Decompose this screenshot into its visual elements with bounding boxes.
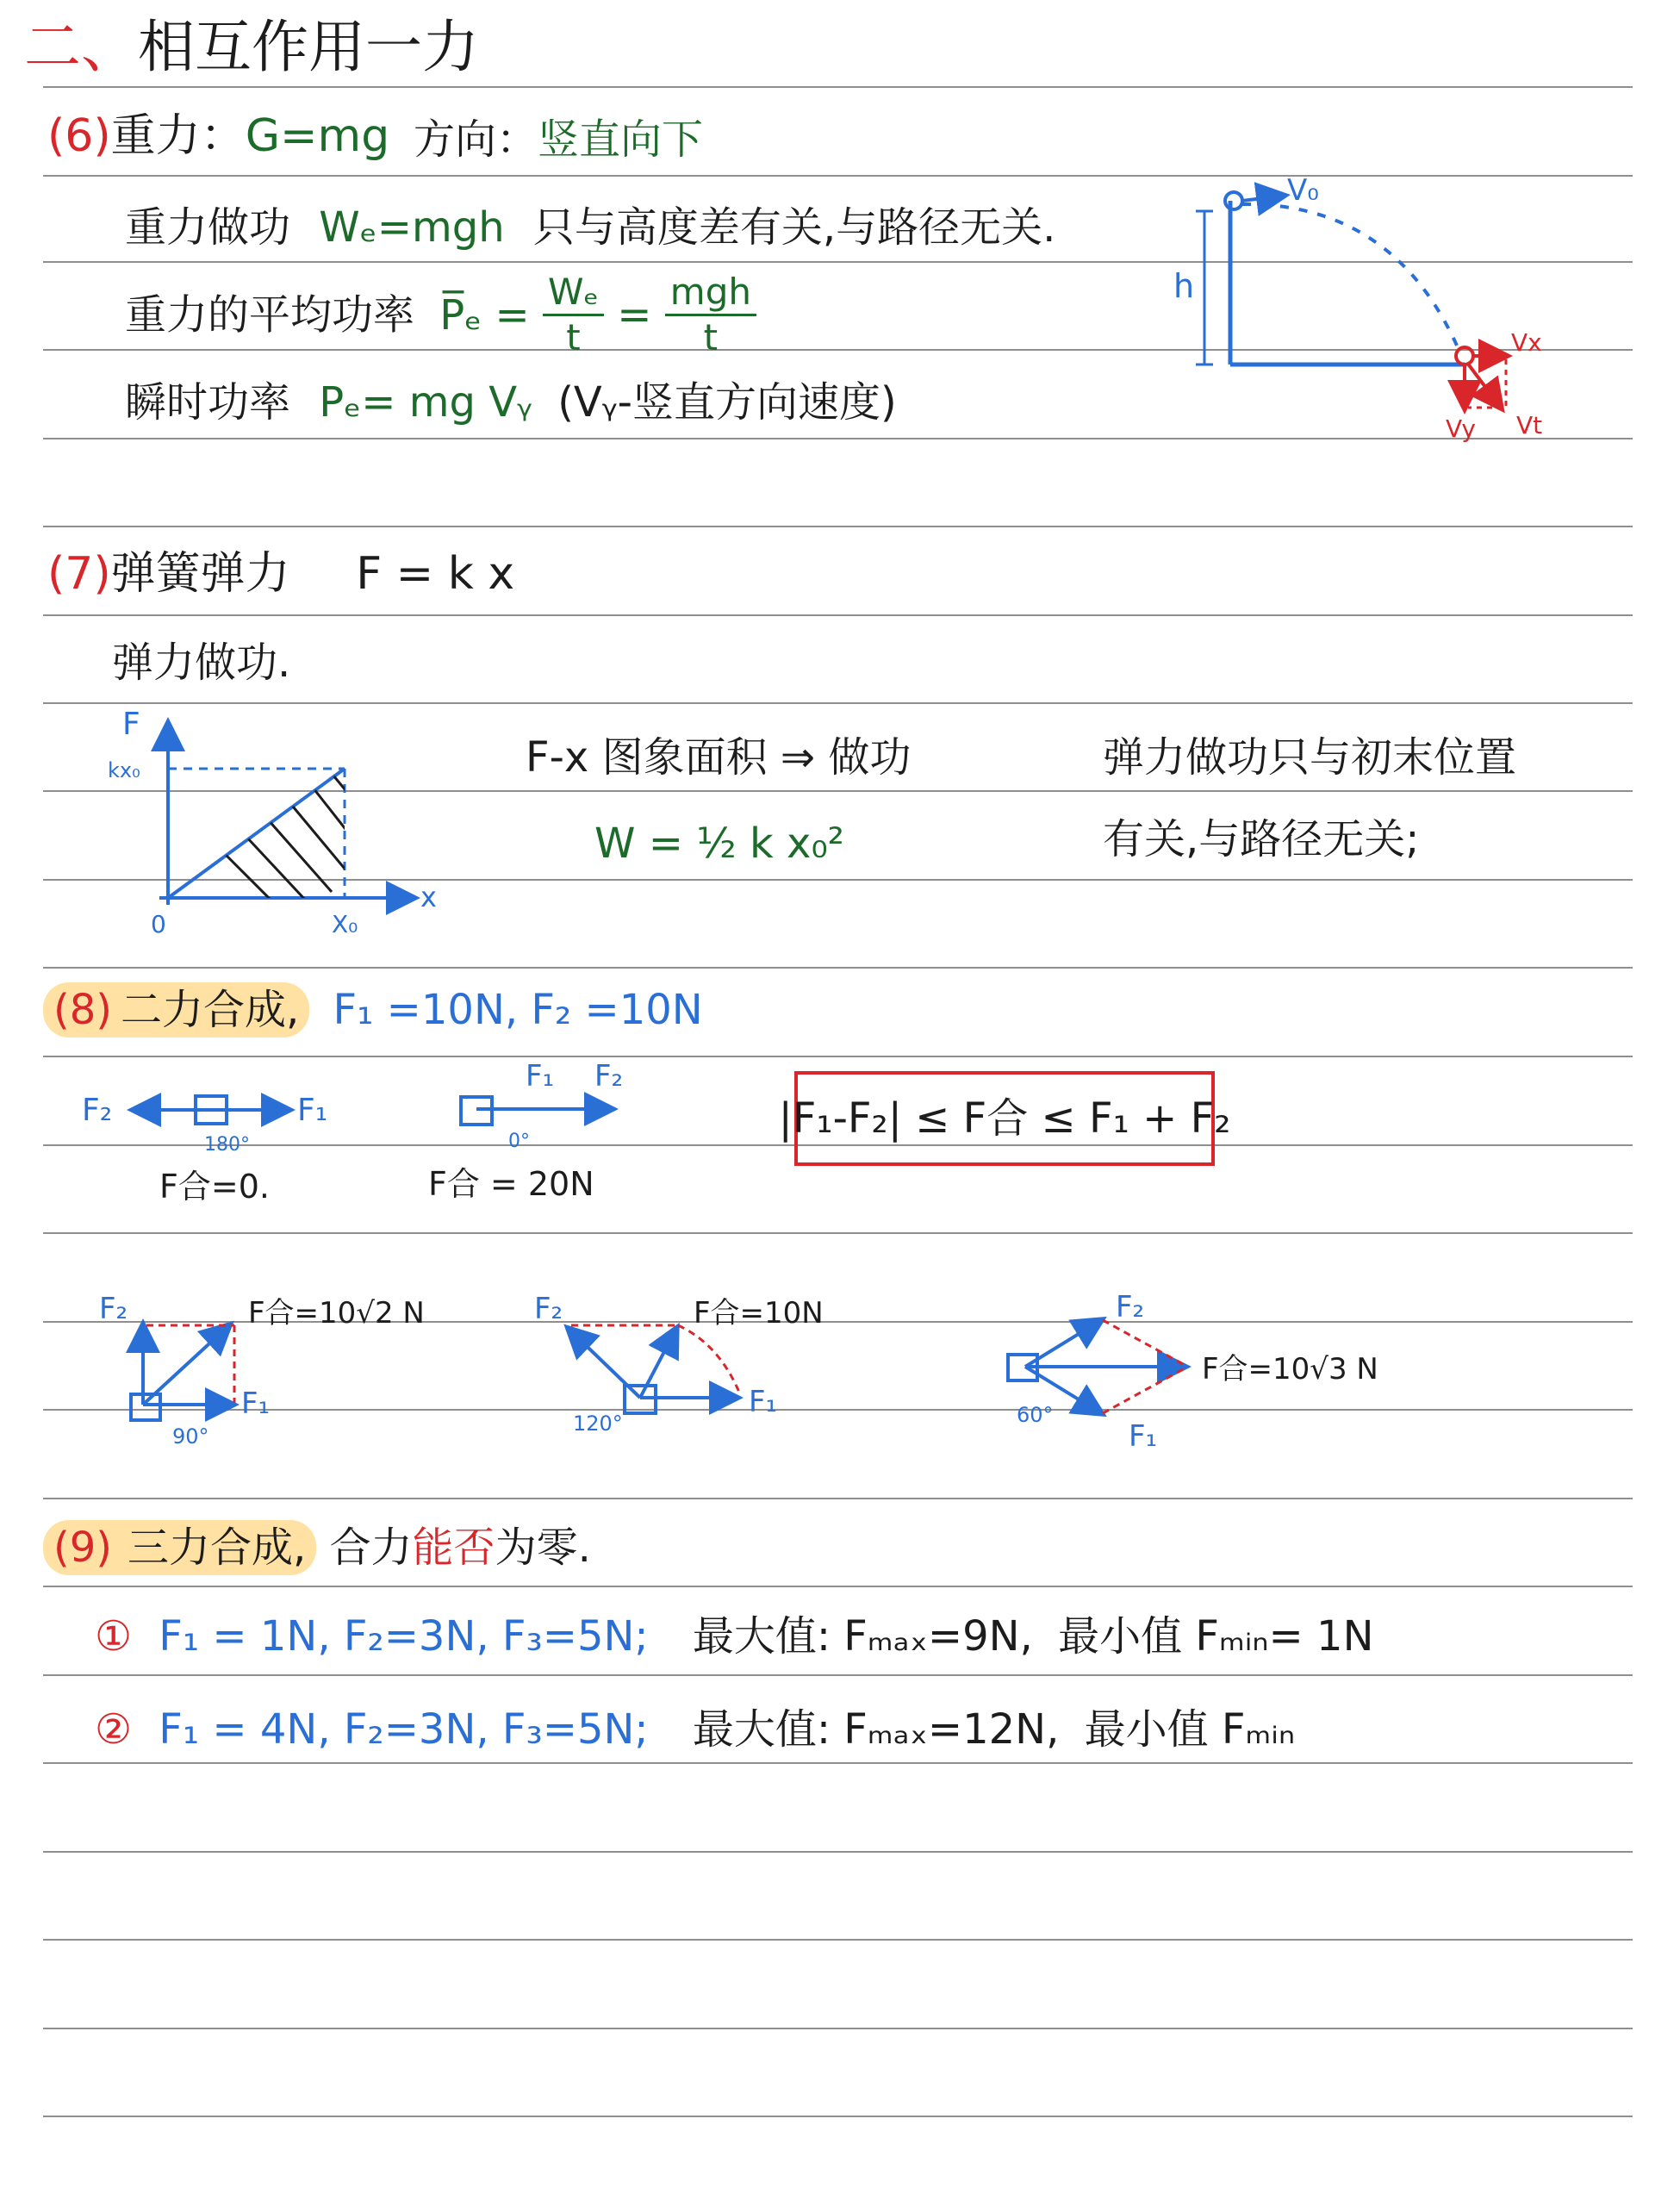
s6-work-note: 只与高度差有关,与路径无关. xyxy=(532,203,1056,252)
s7-note-line2: 有关,与路径无关; xyxy=(1103,815,1420,863)
trajectory xyxy=(1242,204,1460,353)
f-x-graph xyxy=(103,707,482,948)
ruled-line xyxy=(43,86,1633,88)
d4-dash-side xyxy=(678,1325,740,1394)
ruled-line xyxy=(43,702,1633,704)
s7-note-line1: 弹力做功只与初末位置 xyxy=(1103,733,1517,782)
s7-area-text: F-x 图象面积 ⇒ 做功 xyxy=(526,733,912,782)
s9-case2-index: ② xyxy=(95,1705,133,1754)
s7-w-formula: W = ½ k x₀² xyxy=(594,819,844,868)
s6-avg-eq: = xyxy=(617,290,652,340)
graph-kx0-label: kx₀ xyxy=(108,758,140,782)
title-prefix: 二、 xyxy=(24,14,138,80)
d5-f2-arrow xyxy=(1025,1320,1101,1367)
ruled-line xyxy=(43,614,1633,616)
d1-angle: 180° xyxy=(204,1134,250,1156)
ruled-line xyxy=(43,2028,1633,2029)
vt-arrow xyxy=(1467,363,1501,408)
title-text: 相互作用一力 xyxy=(138,14,479,80)
d5-dash-bottom xyxy=(1103,1368,1185,1413)
d1-f2-label: F₂ xyxy=(82,1093,113,1128)
label-vy: Vy xyxy=(1446,414,1476,443)
s6-work-line xyxy=(125,203,1056,252)
diagram-60deg xyxy=(999,1284,1447,1456)
force-line xyxy=(168,769,345,898)
d5-result: F合=10√3 N xyxy=(1202,1352,1378,1387)
d1-result: F合=0. xyxy=(159,1168,270,1206)
s8-heading xyxy=(43,986,703,1034)
d2-angle: 0° xyxy=(508,1131,530,1152)
ball-end xyxy=(1456,347,1473,365)
s9-q2: 能否 xyxy=(412,1524,495,1572)
projectile-diagram xyxy=(1173,168,1551,452)
d4-f2-label: F₂ xyxy=(534,1292,563,1326)
d4-f1-label: F₁ xyxy=(749,1385,778,1419)
s7-work-title: 弹力做功. xyxy=(112,639,291,687)
s9-case1-index: ① xyxy=(95,1612,133,1661)
s7-heading xyxy=(47,548,515,600)
diagram-180deg xyxy=(82,1077,366,1206)
s6-inst-label: 瞬时功率 xyxy=(125,378,291,427)
s9-case2-forces: F₁ = 4N, F₂=3N, F₃=5N; xyxy=(159,1705,649,1754)
s6-label: 重力： xyxy=(110,110,246,162)
s6-dir-label: 方向： xyxy=(414,115,538,164)
s6-direction xyxy=(414,115,704,164)
ruled-line xyxy=(43,2116,1633,2117)
graph-f-label: F xyxy=(122,707,140,742)
d5-f1-label: F₁ xyxy=(1129,1419,1158,1454)
s6-work-label: 重力做功 xyxy=(125,203,291,252)
s9-case1 xyxy=(95,1612,1374,1661)
s6-inst-note: (Vᵧ-竖直方向速度) xyxy=(557,378,897,427)
s6-formula: G=mg xyxy=(245,110,390,162)
graph-x0-label: X₀ xyxy=(332,910,358,938)
d3-f2-label: F₂ xyxy=(99,1292,128,1326)
d3-angle: 90° xyxy=(172,1424,209,1449)
d5-dash-top xyxy=(1103,1320,1185,1365)
d3-f1-label: F₁ xyxy=(241,1387,271,1421)
d2-result: F合 = 20N xyxy=(428,1165,594,1203)
label-h: h xyxy=(1173,267,1195,305)
s9-q1: 合力 xyxy=(329,1524,413,1572)
s6-work-formula: Wₑ=mgh xyxy=(319,203,505,252)
s7-label: 弹簧弹力 xyxy=(110,548,290,600)
s6-avg-label: 重力的平均功率 xyxy=(125,290,415,340)
d4-result: F合=10N xyxy=(694,1296,824,1330)
ruled-line xyxy=(43,1762,1633,1764)
s6-avg-power-line xyxy=(125,271,756,358)
d5-angle: 60° xyxy=(1017,1403,1054,1427)
ruled-line xyxy=(43,1939,1633,1941)
diagram-120deg xyxy=(530,1284,926,1456)
s9-label: 三力合成, xyxy=(128,1524,307,1572)
s6-number: (6) xyxy=(47,110,111,162)
d1-f1-label: F₁ xyxy=(297,1093,328,1128)
d3-resultant-arrow xyxy=(143,1325,229,1405)
label-vx: Vx xyxy=(1511,328,1542,357)
s8-inequality: |F₁-F₂| ≤ F合 ≤ F₁ + F₂ xyxy=(778,1094,1231,1143)
d2-f2-label: F₂ xyxy=(594,1059,624,1094)
s9-q3: 为零. xyxy=(495,1524,591,1572)
ruled-line xyxy=(43,1851,1633,1853)
v0-arrow xyxy=(1242,196,1284,201)
s6-inst-power-line xyxy=(125,378,897,427)
d3-block xyxy=(131,1394,160,1420)
s6-avg-frac1 xyxy=(543,271,604,358)
d2-f1-label: F₁ xyxy=(526,1059,555,1094)
s8-label: 二力合成, xyxy=(121,986,300,1034)
ruled-line xyxy=(43,1056,1633,1057)
d5-f2-label: F₂ xyxy=(1116,1290,1145,1324)
s6-heading xyxy=(47,110,390,162)
s9-case1-forces: F₁ = 1N, F₂=3N, F₃=5N; xyxy=(159,1612,649,1661)
ruled-line xyxy=(43,967,1633,969)
d3-result: F合=10√2 N xyxy=(248,1296,425,1330)
s9-case2-max: 最大值: Fₘₐₓ=12N, xyxy=(692,1705,1060,1754)
graph-x-label: x xyxy=(420,881,437,913)
s6-avg-den2: t xyxy=(703,316,719,358)
graph-origin-label: 0 xyxy=(151,910,166,938)
d4-resultant-arrow xyxy=(640,1329,676,1398)
d4-f2-arrow xyxy=(569,1329,640,1398)
s9-number: (9) xyxy=(53,1524,112,1572)
s8-given: F₁ =10N, F₂ =10N xyxy=(333,986,703,1034)
ruled-line xyxy=(43,1674,1633,1676)
label-vt: Vt xyxy=(1516,411,1543,439)
ball-start xyxy=(1225,192,1242,209)
s6-inst-formula: Pₑ= mg Vᵧ xyxy=(319,378,532,427)
page-title xyxy=(24,14,479,80)
s7-formula: F = k x xyxy=(356,548,515,600)
s6-avg-lhs: P̅ₑ = xyxy=(439,290,530,340)
ruled-line xyxy=(43,526,1633,527)
s9-case2-min: 最小值 Fₘᵢₙ xyxy=(1084,1705,1296,1754)
s6-dir-value: 竖直向下 xyxy=(538,115,704,164)
s9-heading xyxy=(43,1524,591,1572)
s6-avg-num1: Wₑ xyxy=(543,274,604,316)
ruled-line xyxy=(43,1232,1633,1234)
s6-avg-den1: t xyxy=(566,316,581,358)
s6-avg-num2: mgh xyxy=(665,274,756,316)
s6-avg-frac2 xyxy=(665,271,756,358)
s8-number: (8) xyxy=(53,986,112,1034)
s9-case2 xyxy=(95,1705,1296,1754)
s7-number: (7) xyxy=(47,548,111,600)
diagram-0deg xyxy=(426,1056,711,1206)
label-v0: V₀ xyxy=(1287,173,1319,208)
s9-case1-min: 最小值 Fₘᵢₙ= 1N xyxy=(1058,1612,1374,1661)
hatched-area xyxy=(224,770,362,905)
d4-angle: 120° xyxy=(573,1411,623,1436)
s9-case1-max: 最大值: Fₘₐₓ=9N, xyxy=(692,1612,1033,1661)
ruled-line xyxy=(43,1586,1633,1587)
ruled-line xyxy=(43,1498,1633,1499)
velocity-box xyxy=(1468,359,1506,408)
s8-inequality-box xyxy=(778,1071,1231,1166)
diagram-90deg xyxy=(95,1284,457,1456)
